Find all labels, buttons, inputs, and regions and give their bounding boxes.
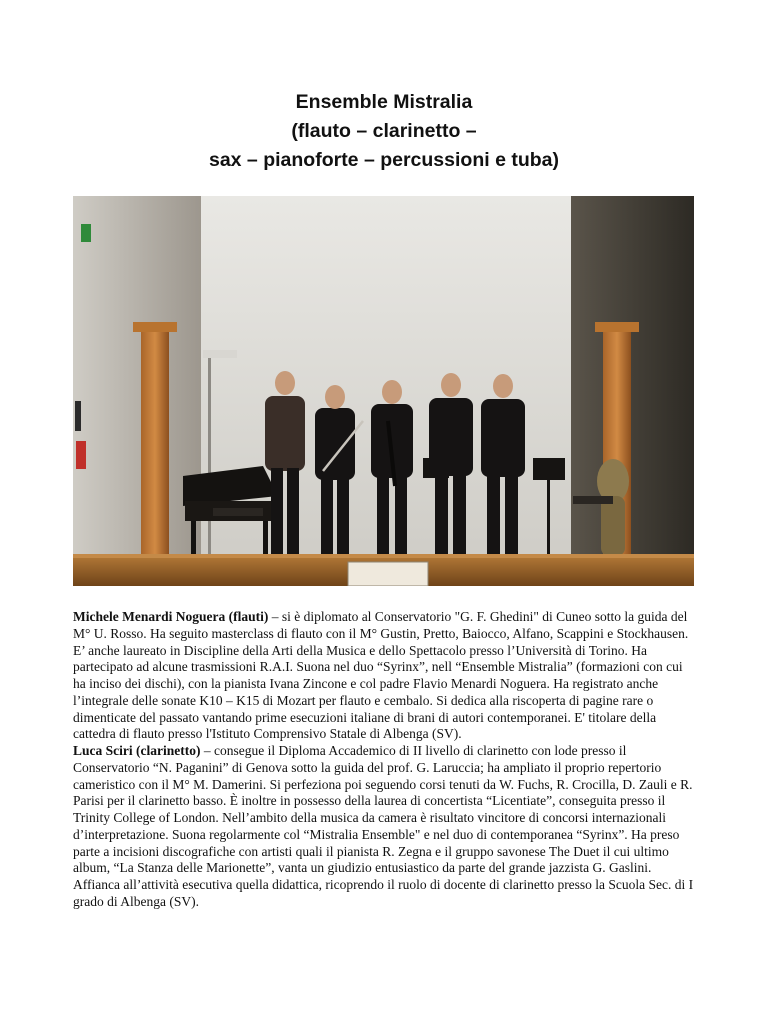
biographies xyxy=(73,609,698,911)
bio-text: – consegue il Diploma Accademico di II livello di clarinetto con lode presso il Conservatorio “N. Paganini” di Genova sotto la guida del prof. G. Laruccia; ha ampliato il proprio repertorio cameristico con il M° M. Damerini. Si perfeziona poi seguendo corsi tenuti da W. Fuchs, R. Crocilla, D. Zauli e R. Parisi per il clarinetto basso. È inoltre in possesso della laurea di concertista “Licentiate”, conseguita presso il Trinity College of London. Nell’ambito della musica da camera è risultato vincitore di concorsi internazionali d’interpretazione. Suona regolarmente col “Mistralia Ensemble" e nel duo di contemporanea “Syrinx”. Ha preso parte a incisioni discografiche con artisti quali il pianista R. Zegna e il gruppo savonese The Duet il cui ultimo album, “La Stanza delle Marionette”, vanta un giudizio entusiastico da parte del grande jazzista G. Gaslini. Affianca all’attività esecutiva quella didattica, ricoprendo il ruolo di docente di clarinetto presso la Scuola Sec. di I grado di Albenga (SV). xyxy=(73,743,694,909)
title-line-3: sax – pianoforte – percussioni e tuba) xyxy=(208,149,559,171)
title-line-2: (flauto – clarinetto – xyxy=(291,120,477,142)
bio-paragraph xyxy=(73,743,698,911)
bio-paragraph xyxy=(73,609,698,743)
ensemble-photo xyxy=(73,196,694,586)
bio-name: Michele Menardi Noguera (flauti) xyxy=(73,609,269,624)
bio-text: – si è diplomato al Conservatorio "G. F. Ghedini" di Cuneo sotto la guida del M° U. Rosso. Ha seguito masterclass di flauto con il M° Gustin, Pretto, Baiocco, Alfano, Scappini e Stockhausen. E’ anche laureato in Discipline della Arti della Musica e dello Spettacolo presso l’Università di Torino. Ha partecipato ad alcune trasmissioni R.A.I. Suona nel duo “Syrinx”, nell “Ensemble Mistralia” (formazioni con cui ha inciso dei dischi), con la pianista Ivana Zincone e col padre Flavio Menardi Noguera. Ha registrato anche l’integrale delle sonate K10 – K15 di Mozart per flauto e cembalo. Si dedica alla riscoperta di pagine rare o dimenticate del passato vantando prime esecuzioni italiane di brani di autori contemporanei. E' titolare della cattedra di flauto presso l'Istituto Comprensivo Statale di Albenga (SV). xyxy=(73,609,689,742)
page-title xyxy=(0,88,768,175)
title-line-1: Ensemble Mistralia xyxy=(295,91,473,113)
bio-name: Luca Sciri (clarinetto) xyxy=(73,743,201,758)
